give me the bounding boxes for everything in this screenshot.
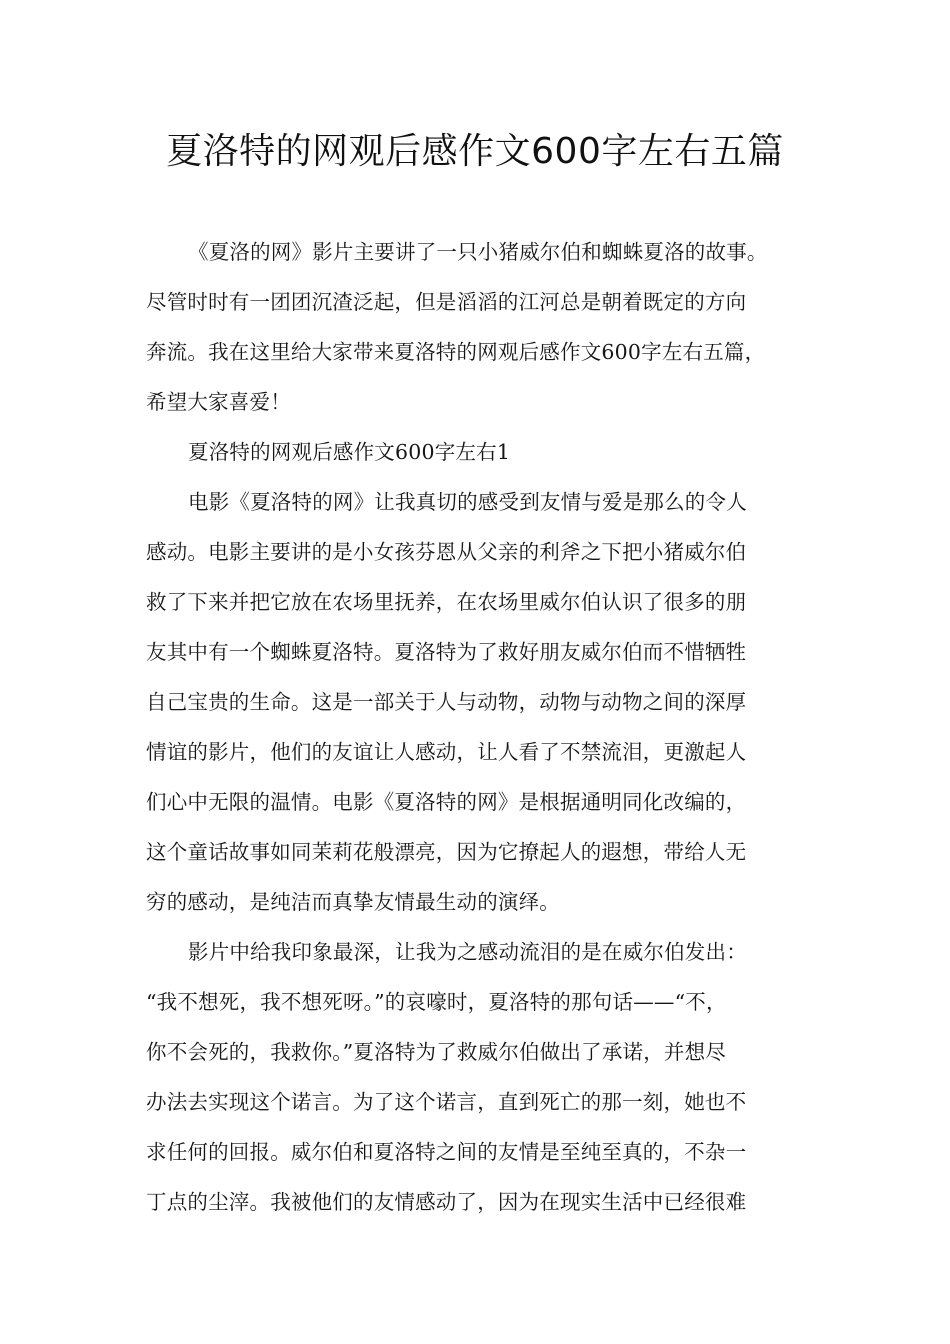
paragraph-line: 穷的感动，是纯洁而真挚友情最生动的演绎。 (146, 890, 560, 914)
paragraph-line: 友其中有一个蜘蛛夏洛特。夏洛特为了救好朋友威尔伯而不惜牺牲 (146, 640, 747, 664)
paragraph-line: “我不想死，我不想死呀。”的哀嚎时，夏洛特的那句话——“不， (146, 990, 727, 1014)
paragraph-line: 希望大家喜爱！ (146, 390, 291, 414)
paragraph-line: 《夏洛的网》影片主要讲了一只小猪威尔伯和蜘蛛夏洛的故事。 (188, 240, 768, 264)
paragraph-line: 奔流。我在这里给大家带来夏洛特的网观后感作文600字左右五篇， (146, 340, 766, 364)
paragraph-line: 影片中给我印象最深，让我为之感动流泪的是在威尔伯发出： (188, 940, 747, 964)
paragraph-line: 感动。电影主要讲的是小女孩芬恩从父亲的利斧之下把小猪威尔伯 (146, 540, 747, 564)
paragraph-line: 们心中无限的温情。电影《夏洛特的网》是根据通明同化改编的， (146, 790, 747, 814)
section-heading: 夏洛特的网观后感作文600字左右1 (188, 440, 511, 464)
paragraph-line: 求任何的回报。威尔伯和夏洛特之间的友情是至纯至真的，不杂一 (146, 1140, 747, 1164)
paragraph-line: 尽管时时有一团团沉渣泛起，但是滔滔的江河总是朝着既定的方向 (146, 290, 747, 314)
paragraph-line: 电影《夏洛特的网》让我真切的感受到友情与爱是那么的令人 (188, 490, 747, 514)
paragraph-line: 自己宝贵的生命。这是一部关于人与动物，动物与动物之间的深厚 (146, 690, 747, 714)
paragraph-line: 你不会死的，我救你。”夏洛特为了救威尔伯做出了承诺，并想尽 (146, 1040, 727, 1064)
document-title: 夏洛特的网观后感作文600字左右五篇 (166, 131, 784, 172)
paragraph-line: 办法去实现这个诺言。为了这个诺言，直到死亡的那一刻，她也不 (146, 1090, 747, 1114)
paragraph-line: 救了下来并把它放在农场里抚养，在农场里威尔伯认识了很多的朋 (146, 590, 747, 614)
paragraph-line: 丁点的尘滓。我被他们的友情感动了，因为在现实生活中已经很难 (146, 1190, 747, 1214)
paragraph-line: 情谊的影片，他们的友谊让人感动，让人看了不禁流泪，更激起人 (146, 740, 747, 764)
paragraph-line: 这个童话故事如同茉莉花般漂亮，因为它撩起人的遐想，带给人无 (146, 840, 747, 864)
